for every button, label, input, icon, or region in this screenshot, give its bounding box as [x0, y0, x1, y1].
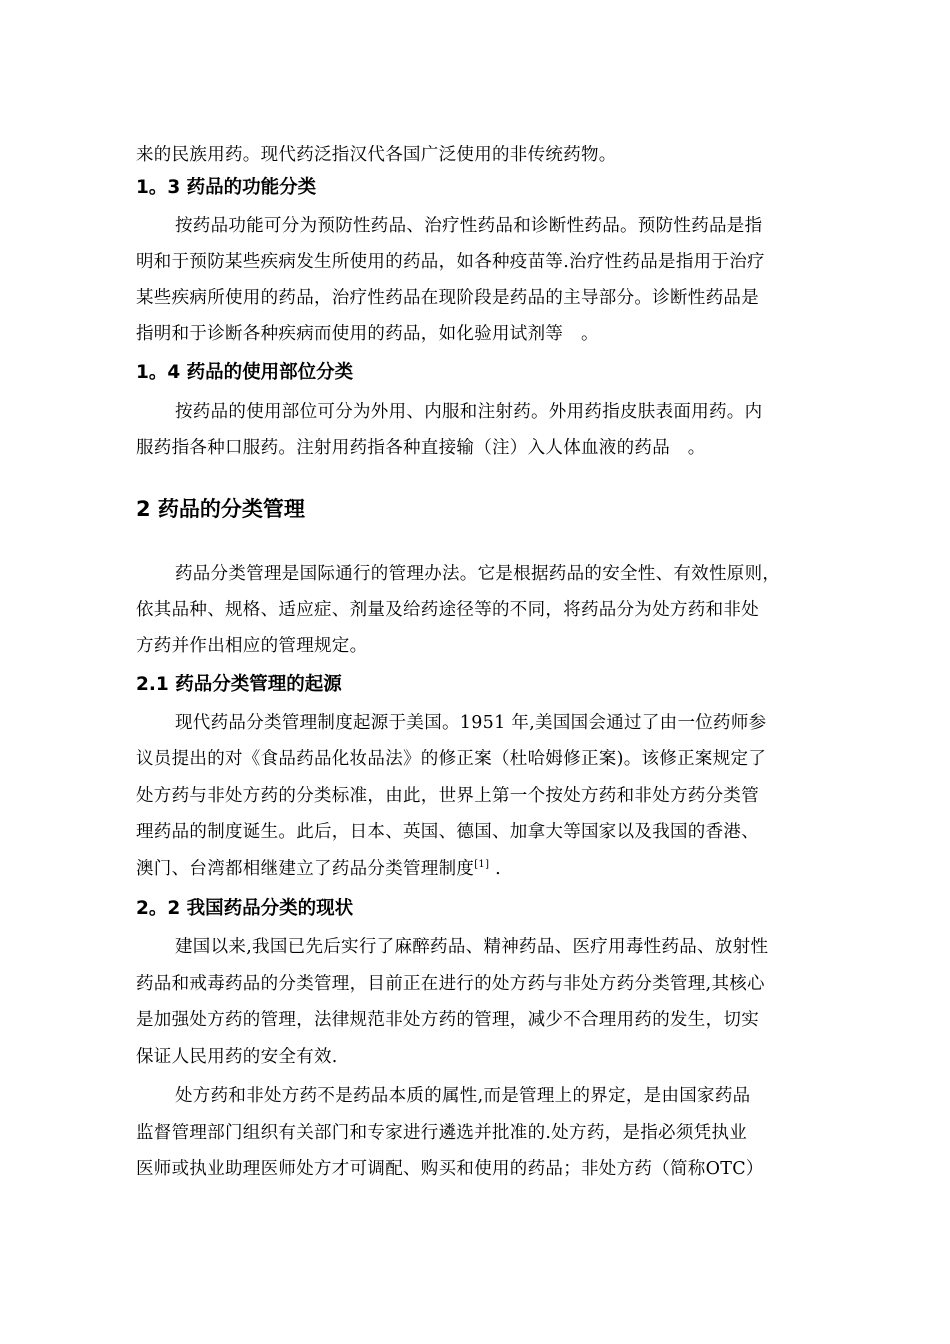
paragraph-line: 依其品种、规格、适应症、剂量及给药途径等的不同，将药品分为处方药和非处: [136, 600, 759, 620]
paragraph-line: 保证人民用药的安全有效.: [136, 1047, 338, 1067]
paragraph-line: 按药品功能可分为预防性药品、治疗性药品和诊断性药品。预防性药品是指: [175, 216, 763, 236]
paragraph-line: 建国以来,我国已先后实行了麻醉药品、精神药品、医疗用毒性药品、放射性: [175, 937, 769, 957]
paragraph-line: 服药指各种口服药。注射用药指各种直接输（注）入人体血液的药品 。: [136, 438, 706, 458]
paragraph-line: 某些疾病所使用的药品，治疗性药品在现阶段是药品的主导部分。诊断性药品是: [136, 288, 759, 308]
paragraph-text: 澳门、台湾都相继建立了药品分类管理制度: [136, 859, 475, 879]
paragraph-line: 方药并作出相应的管理规定。: [136, 636, 368, 656]
section-heading-1-4: 1。4 药品的使用部位分类: [136, 362, 354, 383]
paragraph-line: 理药品的制度诞生。此后，日本、英国、德国、加拿大等国家以及我国的香港、: [136, 822, 759, 842]
section-heading-2-2: 2。2 我国药品分类的现状: [136, 898, 354, 919]
paragraph-text: .: [489, 859, 502, 879]
paragraph-line: 现代药品分类管理制度起源于美国。1951 年,美国国会通过了由一位药师参: [175, 713, 767, 733]
paragraph-line: 明和于预防某些疾病发生所使用的药品，如各种疫苗等.治疗性药品是指用于治疗: [136, 252, 765, 272]
section-heading-2-1: 2.1 药品分类管理的起源: [136, 674, 342, 695]
paragraph-line: 议员提出的对《食品药品化妆品法》的修正案（杜哈姆修正案)。该修正案规定了: [136, 749, 767, 769]
paragraph-line: 医师或执业助理医师处方才可调配、购买和使用的药品；非处方药（简称OTC）: [136, 1159, 764, 1179]
paragraph-line: 处方药和非处方药不是药品本质的属性,而是管理上的界定，是由国家药品: [175, 1086, 751, 1106]
section-heading-1-3: 1。3 药品的功能分类: [136, 177, 317, 198]
paragraph-line: 监督管理部门组织有关部门和专家进行遴选并批准的.处方药，是指必须凭执业: [136, 1123, 748, 1143]
citation-ref[interactable]: [1]: [474, 859, 490, 871]
paragraph-line: 是加强处方药的管理，法律规范非处方药的管理，减少不合理用药的发生，切实: [136, 1010, 759, 1030]
paragraph-line: 来的民族用药。现代药泛指汉代各国广泛使用的非传统药物。: [136, 145, 617, 165]
paragraph-line: 按药品的使用部位可分为外用、内服和注射药。外用药指皮肤表面用药。内: [175, 402, 763, 422]
paragraph-line: 指明和于诊断各种疾病而使用的药品，如化验用试剂等 。: [136, 324, 599, 344]
chapter-heading-2: 2 药品的分类管理: [136, 497, 305, 521]
paragraph-line: 处方药与非处方药的分类标准，由此，世界上第一个按处方药和非处方药分类管: [136, 786, 759, 806]
paragraph-line: 药品分类管理是国际通行的管理办法。它是根据药品的安全性、有效性原则，: [175, 564, 781, 584]
paragraph-line: [136, 857, 836, 881]
paragraph-line: 药品和戒毒药品的分类管理，目前正在进行的处方药与非处方药分类管理,其核心: [136, 974, 765, 994]
